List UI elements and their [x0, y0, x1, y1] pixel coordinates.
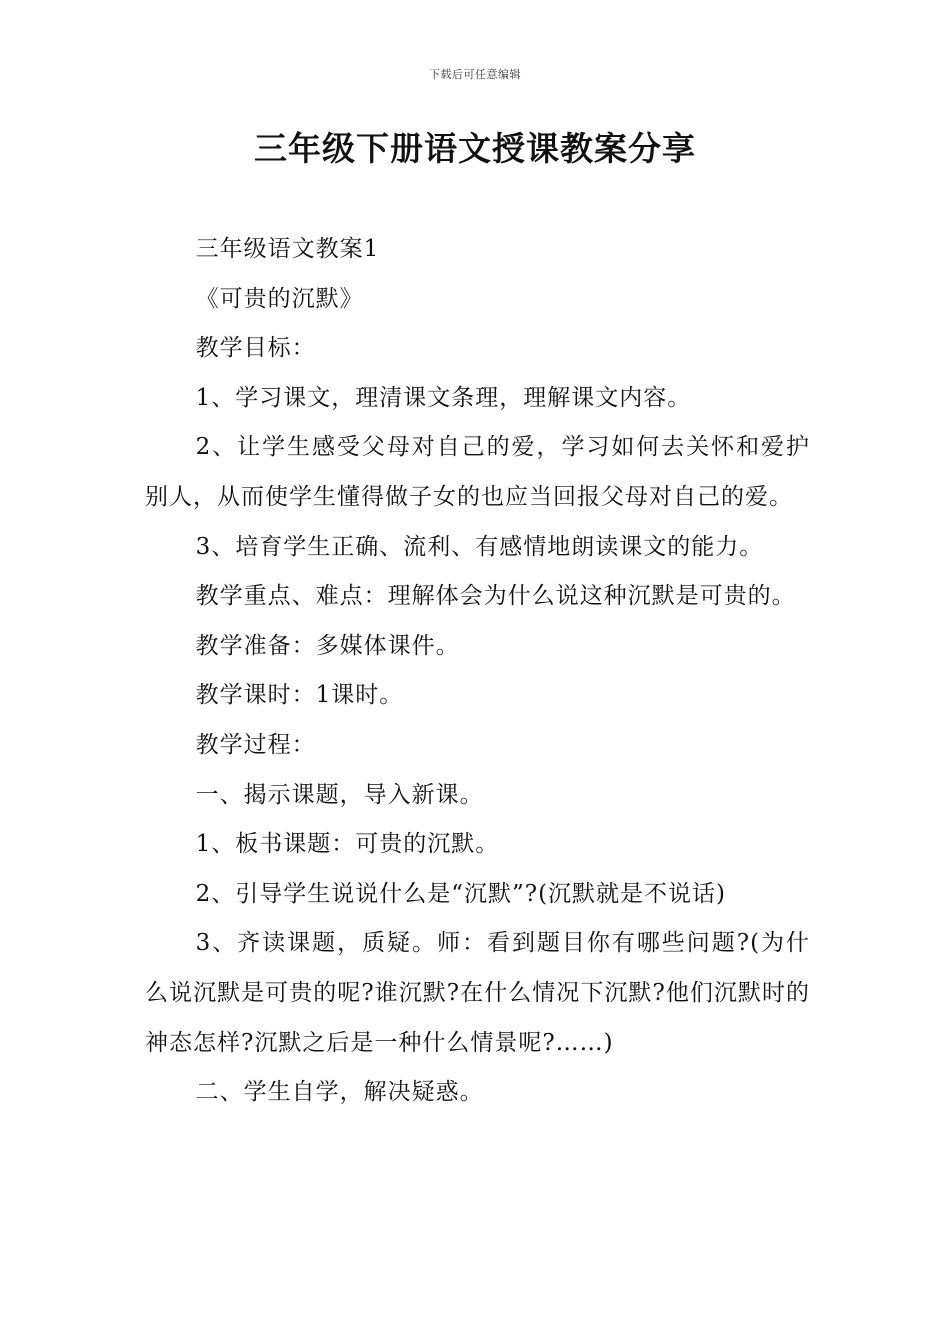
goal-item: 3、培育学生正确、流利、有感情地朗读课文的能力。	[195, 533, 764, 560]
class-hours-paragraph: 教学课时：1课时。	[195, 682, 404, 709]
preparation-paragraph: 教学准备：多媒体课件。	[195, 632, 460, 659]
document-body	[145, 225, 810, 1118]
goal-item: 2、让学生感受父母对自己的爱，学习如何去关怀和爱护别人，从而使学生懂得做子女的也应当回报父母对自己的爱。	[145, 434, 810, 510]
goal-item: 1、学习课文，理清课文条理，理解课文内容。	[195, 384, 692, 411]
key-points-paragraph: 教学重点、难点：理解体会为什么说这种沉默是可贵的。	[195, 583, 796, 610]
section-label-goals: 教学目标：	[195, 335, 316, 362]
process-step-heading: 二、学生自学，解决疑惑。	[195, 1079, 484, 1106]
process-step-item: 3、齐读课题，质疑。师：看到题目你有哪些问题?(为什么说沉默是可贵的呢?谁沉默?在什么情况下沉默?他们沉默时的神态怎样?沉默之后是一种什么情景呢?……)	[145, 930, 810, 1056]
lesson-subtitle: 《可贵的沉默》	[195, 285, 364, 312]
section-label-process: 教学过程：	[195, 731, 316, 758]
document-title: 三年级下册语文授课教案分享	[254, 129, 696, 168]
lesson-heading: 三年级语文教案1	[195, 236, 380, 262]
process-step-heading: 一、揭示课题，导入新课。	[195, 781, 484, 808]
process-step-item: 2、引导学生说说什么是“沉默”?(沉默就是不说话)	[195, 880, 727, 907]
header-note: 下载后可任意编辑	[429, 68, 521, 81]
process-step-item: 1、板书课题：可贵的沉默。	[195, 831, 500, 858]
